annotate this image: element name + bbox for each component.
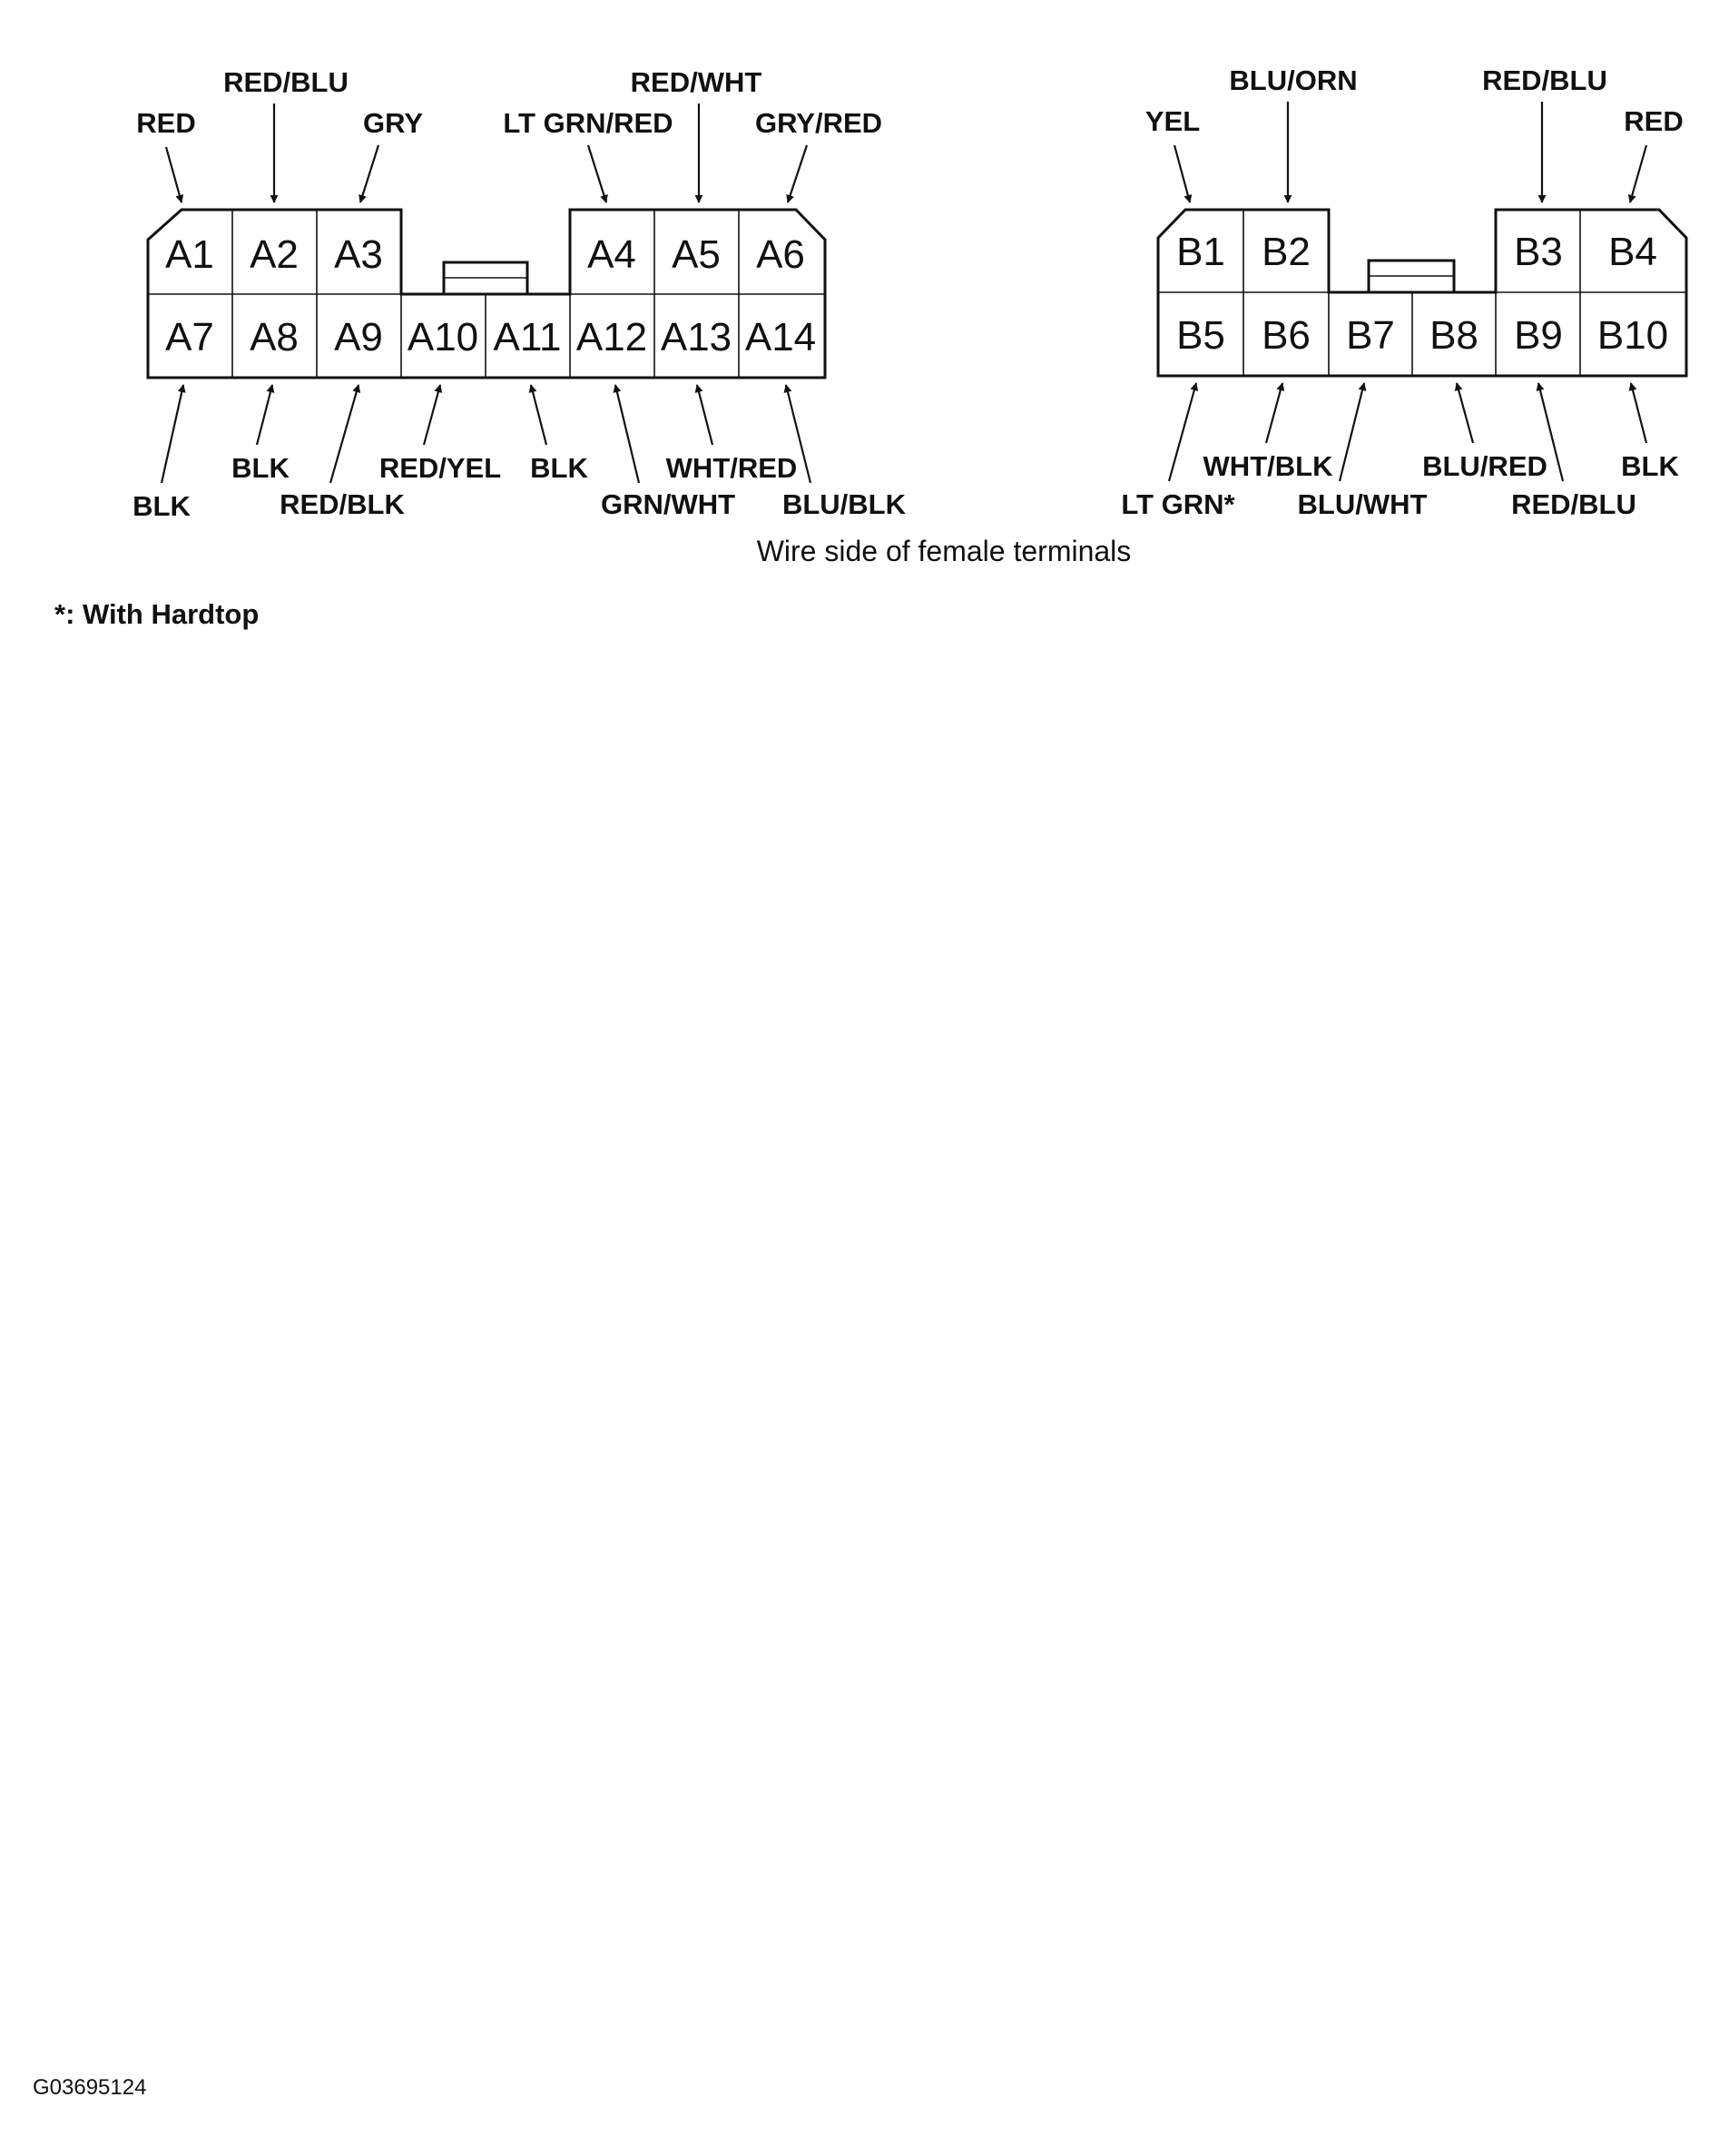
wire-label-a8: BLK bbox=[231, 452, 290, 484]
wire-label-a4: LT GRN/RED bbox=[503, 107, 673, 139]
pin-a4: A4 bbox=[587, 232, 636, 277]
arrow-a4 bbox=[588, 145, 606, 202]
pin-b1: B1 bbox=[1176, 230, 1225, 274]
pin-b6: B6 bbox=[1262, 313, 1311, 358]
pin-a2: A2 bbox=[250, 232, 299, 277]
wire-label-b4: RED bbox=[1624, 105, 1684, 137]
wire-label-b1: YEL bbox=[1144, 105, 1201, 137]
pin-a3: A3 bbox=[334, 232, 383, 277]
pin-a13: A13 bbox=[660, 315, 732, 359]
wire-label-a5: RED/WHT bbox=[630, 66, 762, 98]
arrow-a6 bbox=[788, 145, 807, 202]
pin-a1: A1 bbox=[165, 232, 214, 277]
pin-a10: A10 bbox=[407, 315, 479, 359]
wire-label-b7: BLU/WHT bbox=[1297, 488, 1428, 520]
wire-label-b5: LT GRN* bbox=[1121, 488, 1235, 520]
arrow-b8 bbox=[1457, 383, 1473, 443]
footnote: *: With Hardtop bbox=[54, 598, 260, 630]
arrow-a1 bbox=[166, 147, 182, 202]
wire-label-a9: RED/BLK bbox=[280, 488, 405, 520]
wire-label-a10: RED/YEL bbox=[378, 452, 502, 484]
wire-label-b6: WHT/BLK bbox=[1203, 450, 1333, 482]
wire-label-b3: RED/BLU bbox=[1482, 64, 1607, 96]
pin-a12: A12 bbox=[575, 315, 648, 359]
arrow-b5 bbox=[1169, 383, 1196, 481]
connector-a bbox=[133, 66, 906, 522]
pin-b10: B10 bbox=[1596, 313, 1669, 358]
pin-a11: A11 bbox=[493, 315, 562, 359]
wire-label-a7: BLK bbox=[133, 490, 191, 522]
arrow-b7 bbox=[1340, 383, 1364, 481]
pin-a5: A5 bbox=[672, 232, 721, 277]
arrow-b6 bbox=[1266, 383, 1282, 443]
wire-label-b9: RED/BLU bbox=[1511, 488, 1636, 520]
connector-b bbox=[1121, 64, 1686, 520]
wire-label-b2: BLU/ORN bbox=[1229, 64, 1358, 96]
arrow-a13 bbox=[697, 385, 712, 445]
arrow-a10 bbox=[424, 385, 440, 445]
arrow-b10 bbox=[1631, 383, 1646, 443]
arrow-b1 bbox=[1174, 145, 1190, 202]
pin-a7: A7 bbox=[165, 315, 214, 359]
wire-label-a13: WHT/RED bbox=[665, 452, 798, 484]
wire-label-a1: RED bbox=[136, 107, 196, 139]
arrow-a3 bbox=[360, 145, 378, 202]
wire-label-b10: BLK bbox=[1621, 450, 1679, 482]
pin-b5: B5 bbox=[1176, 313, 1225, 358]
pin-b3: B3 bbox=[1514, 230, 1563, 274]
wire-label-a3: GRY bbox=[362, 107, 424, 139]
wire-label-a11: BLK bbox=[530, 452, 588, 484]
wire-label-b8: BLU/RED bbox=[1422, 450, 1547, 482]
pin-b2: B2 bbox=[1262, 230, 1311, 274]
pin-b4: B4 bbox=[1608, 230, 1657, 274]
wire-label-a6: GRY/RED bbox=[754, 107, 883, 139]
pin-b9: B9 bbox=[1514, 313, 1563, 358]
arrow-a12 bbox=[615, 385, 639, 483]
wire-label-a12: GRN/WHT bbox=[600, 488, 736, 520]
pin-a14: A14 bbox=[744, 315, 817, 359]
pin-b8: B8 bbox=[1429, 313, 1478, 358]
pin-a8: A8 bbox=[250, 315, 299, 359]
arrow-a11 bbox=[531, 385, 546, 445]
arrow-a8 bbox=[257, 385, 272, 445]
arrow-a9 bbox=[330, 385, 359, 483]
pin-a6: A6 bbox=[756, 232, 805, 277]
wire-label-a14: BLU/BLK bbox=[781, 488, 907, 520]
figure-code: G03695124 bbox=[33, 2075, 147, 2100]
pin-b7: B7 bbox=[1346, 313, 1395, 358]
wire-label-a2: RED/BLU bbox=[223, 66, 349, 98]
diagram-caption: Wire side of female terminals bbox=[756, 535, 1132, 567]
arrow-a7 bbox=[162, 385, 183, 483]
pin-a9: A9 bbox=[334, 315, 383, 359]
arrow-b4 bbox=[1630, 145, 1646, 202]
